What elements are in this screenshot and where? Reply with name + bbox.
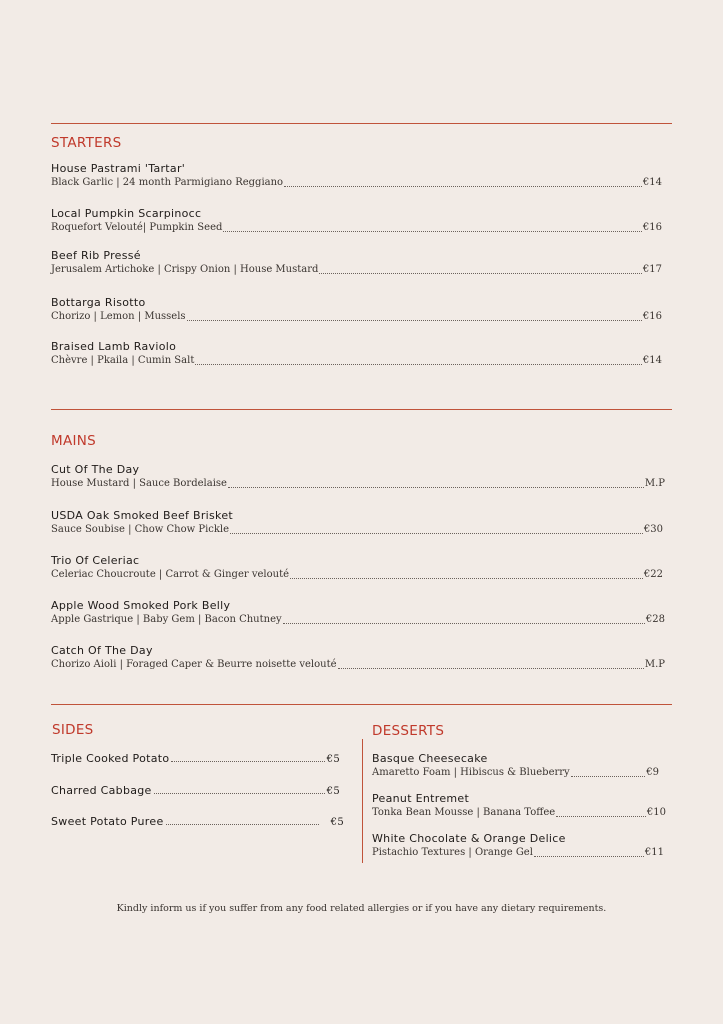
dot-leader (154, 793, 325, 794)
dot-leader (319, 273, 642, 274)
item-description: Sauce Soubise | Chow Chow Pickle (51, 524, 230, 535)
dot-leader (290, 578, 643, 579)
side-item (51, 815, 344, 828)
item-description: Celeriac Choucroute | Carrot & Ginger velouté (51, 569, 290, 580)
item-name: Charred Cabbage (51, 784, 152, 797)
dot-leader (223, 231, 642, 232)
dot-leader (534, 856, 644, 857)
item-name: Catch Of The Day (51, 644, 153, 657)
allergy-note: Kindly inform us if you suffer from any food related allergies or if you have any dietary requirements. (116, 903, 607, 914)
menu-item (372, 832, 664, 860)
starters-top-rule (51, 123, 672, 124)
item-price: €16 (642, 222, 662, 233)
side-item (51, 752, 340, 765)
item-price: €11 (644, 847, 664, 858)
dot-leader (284, 186, 642, 187)
item-description: Amaretto Foam | Hibiscus & Blueberry (372, 767, 570, 778)
item-name: Cut Of The Day (51, 463, 140, 476)
mains-top-rule (51, 409, 672, 410)
dot-leader (338, 668, 644, 669)
item-name: Peanut Entremet (372, 792, 470, 805)
item-name: Beef Rib Pressé (51, 249, 141, 262)
dot-leader (195, 364, 642, 365)
item-price: €14 (642, 355, 662, 366)
dot-leader (166, 824, 319, 825)
item-description: Chorizo Aioli | Foraged Caper & Beurre noisette velouté (51, 659, 337, 670)
item-name: White Chocolate & Orange Delice (372, 832, 566, 845)
dot-leader (571, 776, 646, 777)
menu-item (51, 162, 662, 190)
item-price: M.P (644, 478, 665, 489)
item-description: Apple Gastrique | Baby Gem | Bacon Chutney (51, 614, 282, 625)
item-price: M.P (644, 659, 665, 670)
item-name: Braised Lamb Raviolo (51, 340, 177, 353)
item-description: Tonka Bean Mousse | Banana Toffee (372, 807, 556, 818)
item-price: €9 (646, 767, 659, 778)
menu-item (372, 752, 659, 780)
item-name: Trio Of Celeriac (51, 554, 140, 567)
menu-item (51, 644, 665, 672)
item-name: House Pastrami 'Tartar' (51, 162, 186, 175)
item-name: Bottarga Risotto (51, 296, 146, 309)
item-name: Triple Cooked Potato (51, 752, 170, 765)
item-name: Local Pumpkin Scarpinocc (51, 207, 202, 220)
dot-leader (230, 533, 643, 534)
mains-heading: MAINS (51, 433, 97, 449)
menu-item (51, 509, 663, 537)
item-price: €5 (326, 786, 340, 797)
item-name: Basque Cheesecake (372, 752, 488, 765)
dot-leader (228, 487, 644, 488)
item-description: House Mustard | Sauce Bordelaise (51, 478, 227, 489)
item-price: €5 (326, 754, 340, 765)
item-description: Pistachio Textures | Orange Gel (372, 847, 533, 858)
menu-item (51, 207, 662, 235)
menu-item (51, 296, 662, 324)
item-name: USDA Oak Smoked Beef Brisket (51, 509, 234, 522)
item-description: Chèvre | Pkaila | Cumin Salt (51, 355, 195, 366)
item-price: €17 (642, 264, 662, 275)
item-description: Black Garlic | 24 month Parmigiano Reggiano (51, 177, 284, 188)
menu-item (372, 792, 666, 820)
item-name: Apple Wood Smoked Pork Belly (51, 599, 231, 612)
item-name: Sweet Potato Puree (51, 815, 164, 828)
item-price: €14 (642, 177, 662, 188)
dot-leader (187, 320, 642, 321)
menu-item (51, 463, 665, 491)
menu-item (51, 340, 662, 368)
item-price: €5 (330, 817, 344, 828)
item-description: Chorizo | Lemon | Mussels (51, 311, 186, 322)
menu-item (51, 249, 662, 277)
desserts-heading: DESSERTS (372, 723, 445, 739)
side-item (51, 784, 340, 797)
item-price: €28 (645, 614, 665, 625)
column-divider (362, 739, 363, 863)
menu-item (51, 554, 663, 582)
bottom-top-rule (51, 704, 672, 705)
menu-item (51, 599, 665, 627)
starters-heading: STARTERS (51, 135, 122, 151)
item-price: €10 (646, 807, 666, 818)
item-price: €22 (643, 569, 663, 580)
sides-heading: SIDES (52, 722, 94, 738)
dot-leader (556, 816, 646, 817)
item-description: Jerusalem Artichoke | Crispy Onion | House Mustard (51, 264, 319, 275)
dot-leader (283, 623, 645, 624)
item-description: Roquefort Velouté| Pumpkin Seed (51, 222, 223, 233)
dot-leader (171, 761, 324, 762)
item-price: €30 (643, 524, 663, 535)
item-price: €16 (642, 311, 662, 322)
